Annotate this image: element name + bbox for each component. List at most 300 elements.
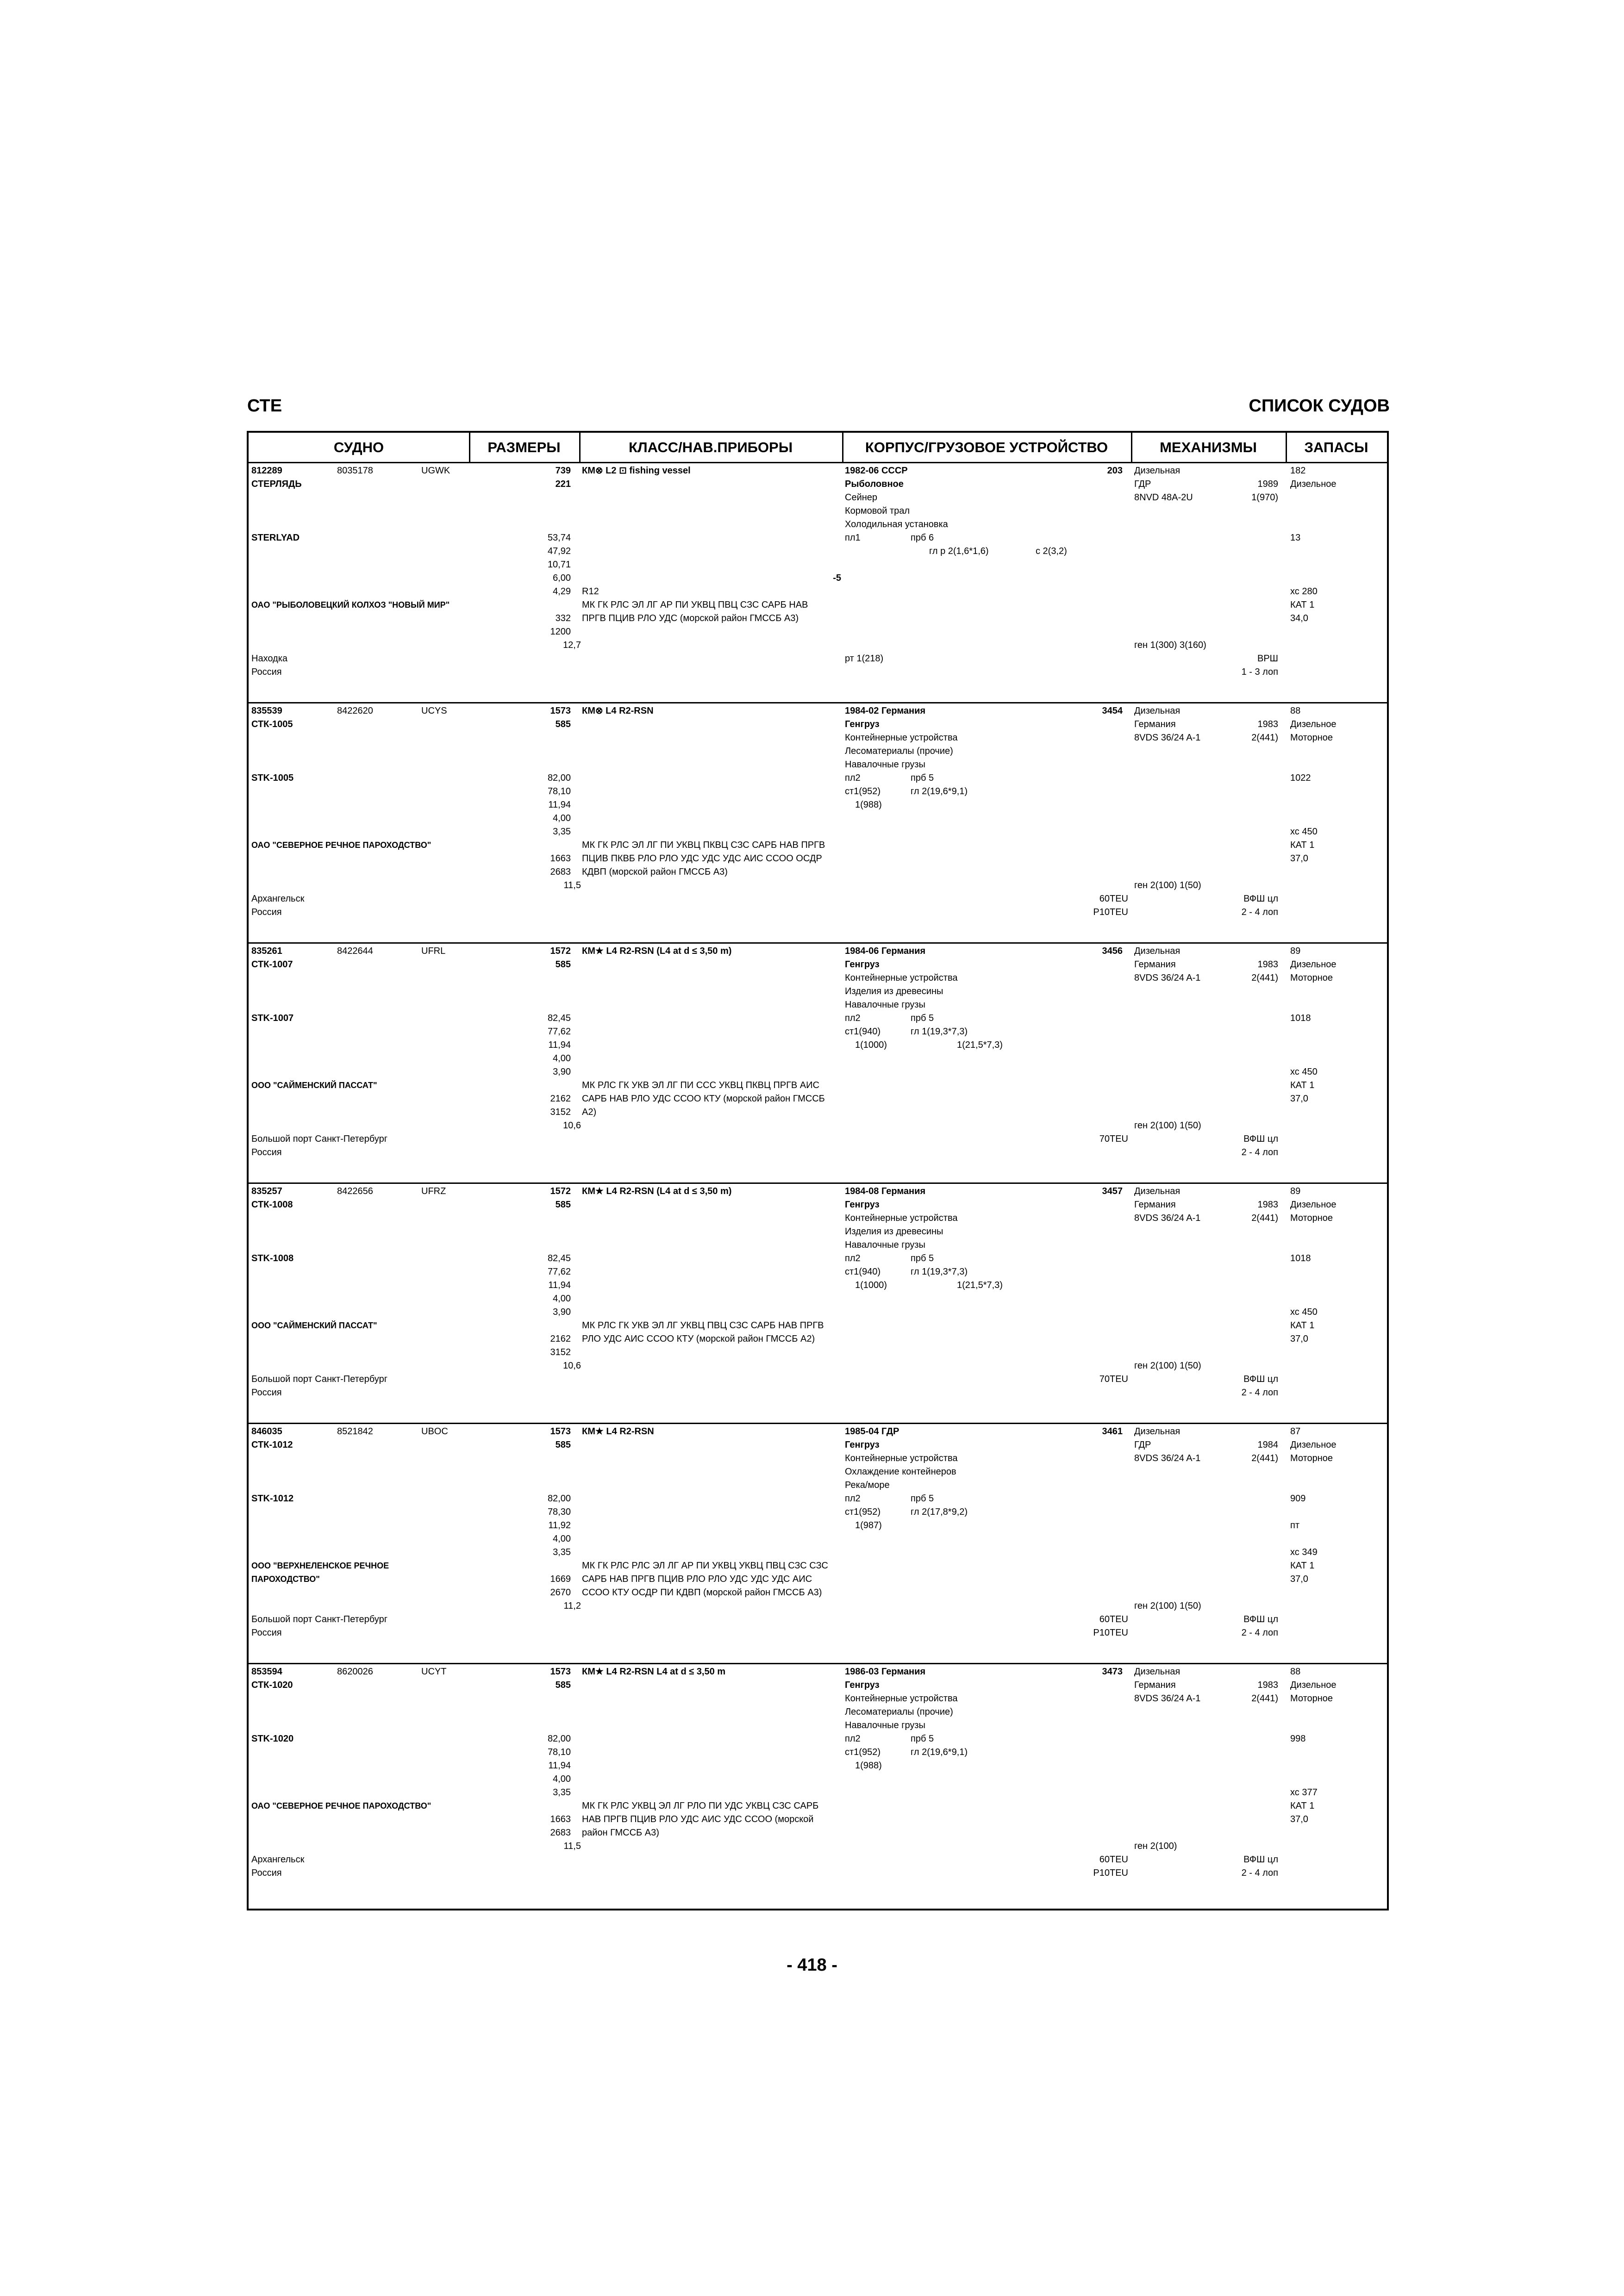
hull-type: Навалочные грузы [845, 759, 925, 770]
dimension-value: 82,00 [547, 1493, 571, 1504]
hatch-size: гл 2(17,8*9,2) [911, 1507, 968, 1517]
dimension-value: 4,00 [553, 1534, 571, 1544]
hull-type: Охлаждение контейнеров [845, 1467, 956, 1477]
owner: ООО "САЙМЕНСКИЙ ПАССАТ" [251, 1321, 377, 1330]
column-divider [1131, 433, 1132, 462]
stores-value: 13 [1290, 533, 1301, 543]
hull-type: Сейнер [845, 492, 878, 503]
bulkheads: прб 5 [911, 1013, 934, 1023]
propeller: ВФШ цл [1243, 1854, 1278, 1865]
dimension-value: 11,94 [548, 1040, 571, 1050]
displacement: 1669 [550, 1574, 571, 1584]
hull-number: 3454 [1102, 706, 1123, 716]
stores-value: 89 [1290, 946, 1301, 956]
hull-type: Контейнерные устройства [845, 1453, 958, 1463]
gross-tonnage: 1573 [550, 706, 571, 716]
dimension-value: 4,00 [553, 1774, 571, 1784]
engine-power: 2(441) [1251, 973, 1278, 983]
stores-value: Дизельное [1290, 1440, 1337, 1450]
stores-value: Дизельное [1290, 1200, 1337, 1210]
hatch-size: 1(988) [855, 1761, 882, 1771]
hatch-size: 1(988) [855, 800, 882, 810]
dimension-value: 3,90 [553, 1067, 571, 1077]
dimension-value: 78,10 [547, 786, 571, 796]
generators: ген 2(100) 1(50) [1134, 1120, 1201, 1131]
dimension-value: 11,92 [548, 1520, 571, 1531]
speed: 10,6 [563, 1120, 581, 1131]
port-of-registry: Большой порт Санкт-Петербург [251, 1374, 388, 1384]
stores-value: 37,0 [1290, 1334, 1308, 1344]
ship-name-latin: STK-1020 [251, 1734, 294, 1744]
column-divider [579, 433, 581, 462]
engine-info: ГДР [1134, 479, 1151, 489]
hull-number: 3456 [1102, 946, 1123, 956]
col-head-sizes: РАЗМЕРЫ [487, 439, 561, 455]
propeller: ВРШ [1257, 653, 1278, 664]
hatch-size: 1(987) [855, 1520, 882, 1531]
col-head-hull: КОРПУС/ГРУЗОВОЕ УСТРОЙСТВО [865, 439, 1108, 455]
engine-year: 1983 [1257, 959, 1278, 970]
bulkheads: прб 6 [911, 533, 934, 543]
container-capacity: 60TEU [1099, 1614, 1128, 1624]
engine-info: Дизельная [1134, 466, 1181, 476]
build-year-country: 1985-04 ГДР [845, 1426, 899, 1437]
ship-name-latin: STK-1007 [251, 1013, 294, 1023]
displacement: 2162 [550, 1334, 571, 1344]
displacement: 332 [555, 613, 571, 623]
hatch-size: гл 2(19,6*9,1) [911, 786, 968, 796]
class-notation: КМ★ L4 R2-RSN (L4 at d ≤ 3,50 m) [582, 946, 732, 956]
call-sign: UCYS [421, 706, 447, 716]
propeller-blades: 2 - 4 лоп [1241, 1388, 1278, 1398]
stores-value: Моторное [1290, 973, 1333, 983]
propeller-blades: 2 - 4 лоп [1241, 1868, 1278, 1878]
hull-type: Генгруз [845, 1680, 880, 1690]
ship-name-latin: STERLYAD [251, 533, 300, 543]
stores-value: КАТ 1 [1290, 1561, 1315, 1571]
speed: 11,5 [563, 1841, 581, 1851]
owner: ОАО "РЫБОЛОВЕЦКИЙ КОЛХОЗ "НОВЫЙ МИР" [251, 600, 450, 610]
hatch-size: ст1(952) [845, 1747, 881, 1757]
engine-info: 8VDS 36/24 A-1 [1134, 973, 1201, 983]
call-sign: UBOC [421, 1426, 448, 1437]
hatch-size: ст1(940) [845, 1027, 881, 1037]
engine-power: 1(970) [1251, 492, 1278, 503]
imo-number: 8521842 [337, 1426, 373, 1437]
column-divider [469, 433, 470, 462]
stores-value: Моторное [1290, 733, 1333, 743]
hull-type: Лесоматериалы (прочие) [845, 746, 953, 756]
dimension-value: 47,92 [547, 546, 571, 556]
stores-value: Моторное [1290, 1693, 1333, 1704]
hull-type: Контейнерные устройства [845, 733, 958, 743]
generators: ген 2(100) 1(50) [1134, 880, 1201, 890]
port-of-registry: Находка [251, 653, 288, 664]
stores-value: хс 349 [1290, 1547, 1318, 1557]
displacement: 1663 [550, 853, 571, 864]
displacement: 1663 [550, 1814, 571, 1824]
engine-info: 8NVD 48A-2U [1134, 492, 1193, 503]
nav-instruments: МК ГК РЛС РЛС ЭЛ ЛГ АР ПИ УКВЦ УКВЦ ПВЦ СЗС СЗС САРБ НАВ ПРГВ ПЦИВ РЛО РЛО УДС УДС УДС АИС ССОО КТУ ОСДР ПИ КДВП (морской район ГМССБ А3) [582, 1561, 828, 1598]
gross-tonnage: 1572 [550, 946, 571, 956]
stores-value: 88 [1290, 706, 1301, 716]
imo-number: 8620026 [337, 1667, 373, 1677]
flag-country: Россия [251, 1388, 282, 1398]
col-head-machinery: МЕХАНИЗМЫ [1160, 439, 1257, 455]
dimension-value: 4,00 [553, 813, 571, 823]
dimension-value: 10,71 [547, 560, 571, 570]
hull-minus: -5 [833, 573, 841, 583]
build-year-country: 1984-06 Германия [845, 946, 926, 956]
hatch-size: 1(21,5*7,3) [957, 1280, 1003, 1290]
container-capacity: 70TEU [1099, 1374, 1128, 1384]
ship-record [249, 944, 1387, 1184]
hull-type: Река/море [845, 1480, 890, 1490]
dimension-value: 53,74 [547, 533, 571, 543]
hull-type: Генгруз [845, 1440, 880, 1450]
net-tonnage: 585 [555, 1440, 571, 1450]
hull-type: Контейнерные устройства [845, 1693, 958, 1704]
net-tonnage: 585 [555, 1200, 571, 1210]
ship-name-latin: STK-1005 [251, 773, 294, 783]
engine-info: Дизельная [1134, 1426, 1181, 1437]
ship-name: СТК-1008 [251, 1200, 293, 1210]
hatch-size: 1(21,5*7,3) [957, 1040, 1003, 1050]
deadweight: 3152 [550, 1347, 571, 1357]
class-notation: КМ★ L4 R2-RSN [582, 1426, 654, 1437]
port-of-registry: Большой порт Санкт-Петербург [251, 1134, 388, 1144]
engine-year: 1989 [1257, 479, 1278, 489]
nav-instruments: МК РЛС ГК УКВ ЭЛ ЛГ УКВЦ ПВЦ СЗС САРБ НАВ ПРГВ РЛО УДС АИС ССОО КТУ (морской район ГМССБ А2) [582, 1320, 824, 1344]
column-divider [842, 433, 843, 462]
build-year-country: 1984-08 Германия [845, 1186, 926, 1196]
engine-info: Германия [1134, 1680, 1176, 1690]
engine-info: Дизельная [1134, 1667, 1181, 1677]
dimension-value: 3,35 [553, 1547, 571, 1557]
stores-value: Моторное [1290, 1453, 1333, 1463]
dimension-value: 78,30 [547, 1507, 571, 1517]
bulkheads: прб 5 [911, 1734, 934, 1744]
nav-instruments: МК РЛС ГК УКВ ЭЛ ЛГ ПИ ССС УКВЦ ПКВЦ ПРГВ АИС САРБ НАВ РЛО УДС ССОО КТУ (морской район ГМССБ А2) [582, 1080, 825, 1117]
ship-name-latin: STK-1012 [251, 1493, 294, 1504]
hatch-size: гл 2(19,6*9,1) [911, 1747, 968, 1757]
ship-record [249, 1184, 1387, 1424]
hull-type: Лесоматериалы (прочие) [845, 1707, 953, 1717]
engine-power: 2(441) [1251, 1453, 1278, 1463]
dimension-value: 6,00 [553, 573, 571, 583]
deadweight: 2683 [550, 867, 571, 877]
class-notation: КМ★ L4 R2-RSN (L4 at d ≤ 3,50 m) [582, 1186, 732, 1196]
hull-type: Генгруз [845, 719, 880, 729]
net-tonnage: 585 [555, 1680, 571, 1690]
decks: пл2 [845, 1734, 861, 1744]
dimension-value: 77,62 [547, 1027, 571, 1037]
propeller-blades: 2 - 4 лоп [1241, 1628, 1278, 1638]
dimension-value: 82,45 [547, 1253, 571, 1263]
stores-value: КАТ 1 [1290, 840, 1315, 850]
hatch-size: 1(1000) [855, 1280, 887, 1290]
dimension-value: 4,29 [553, 586, 571, 597]
dimension-value: 3,35 [553, 827, 571, 837]
stores-value: 1022 [1290, 773, 1311, 783]
hatch-size: гл 1(19,3*7,3) [911, 1267, 968, 1277]
ship-name: СТК-1012 [251, 1440, 293, 1450]
call-sign: UCYT [421, 1667, 447, 1677]
stores-value: 37,0 [1290, 1574, 1308, 1584]
col-head-stores: ЗАПАСЫ [1304, 439, 1368, 455]
bulkheads: прб 5 [911, 773, 934, 783]
hatch-size: 1(1000) [855, 1040, 887, 1050]
stores-value: 88 [1290, 1667, 1301, 1677]
port-of-registry: Архангельск [251, 1854, 305, 1865]
hull-type: Холодильная установка [845, 519, 948, 529]
engine-info: Германия [1134, 959, 1176, 970]
container-capacity: 60TEU [1099, 1854, 1128, 1865]
gross-tonnage: 1573 [550, 1426, 571, 1437]
dimension-value: 78,10 [547, 1747, 571, 1757]
engine-info: Дизельная [1134, 1186, 1181, 1196]
flag-country: Россия [251, 1628, 282, 1638]
propeller-blades: 2 - 4 лоп [1241, 907, 1278, 917]
displacement: 2162 [550, 1094, 571, 1104]
imo-number: 8035178 [337, 466, 373, 476]
ship-name: СТК-1020 [251, 1680, 293, 1690]
container-capacity: 60TEU [1099, 894, 1128, 904]
dimension-value: 4,00 [553, 1053, 571, 1064]
propeller: ВФШ цл [1243, 1134, 1278, 1144]
ship-name: СТЕРЛЯДЬ [251, 479, 302, 489]
stores-value: Дизельное [1290, 719, 1337, 729]
dimension-value: 3,35 [553, 1787, 571, 1798]
reg-number: 835261 [251, 946, 282, 956]
stores-value: 1018 [1290, 1013, 1311, 1023]
hatch-size: ст1(940) [845, 1267, 881, 1277]
engine-year: 1984 [1257, 1440, 1278, 1450]
engine-info: 8VDS 36/24 A-1 [1134, 1693, 1201, 1704]
hull-type: Изделия из древесины [845, 1226, 943, 1237]
speed: 10,6 [563, 1361, 581, 1371]
hatch-size: ст1(952) [845, 1507, 881, 1517]
bulkheads: прб 5 [911, 1493, 934, 1504]
stores-value: Дизельное [1290, 1680, 1337, 1690]
hull-type: Контейнерные устройства [845, 1213, 958, 1223]
reg-number: 846035 [251, 1426, 282, 1437]
hull-number: 3473 [1102, 1667, 1123, 1677]
hull-type: Генгруз [845, 1200, 880, 1210]
stores-value: 37,0 [1290, 853, 1308, 864]
deadweight: 2670 [550, 1587, 571, 1598]
engine-info: 8VDS 36/24 A-1 [1134, 1453, 1201, 1463]
decks: пл1 [845, 533, 861, 543]
nav-instruments: МК ГК РЛС УКВЦ ЭЛ ЛГ РЛО ПИ УДС УКВЦ СЗС САРБ НАВ ПРГВ ПЦИВ РЛО УДС АИС УДС ССОО (морской район ГМССБ А3) [582, 1801, 819, 1838]
engine-year: 1983 [1257, 719, 1278, 729]
dimension-value: 3,90 [553, 1307, 571, 1317]
hull-type: Навалочные грузы [845, 1240, 925, 1250]
owner: ООО "ВЕРХНЕЛЕНСКОЕ РЕЧНОЕ ПАРОХОДСТВО" [251, 1561, 389, 1584]
stores-value: КАТ 1 [1290, 1801, 1315, 1811]
hull-number: 3461 [1102, 1426, 1123, 1437]
ship-record [249, 1664, 1387, 1904]
hull-number: 3457 [1102, 1186, 1123, 1196]
speed: 11,2 [563, 1601, 581, 1611]
decks: пл2 [845, 773, 861, 783]
stores-value: Дизельное [1290, 959, 1337, 970]
dimension-value: 4,00 [553, 1294, 571, 1304]
speed: 11,5 [563, 880, 581, 890]
call-sign: UGWK [421, 466, 450, 476]
propeller-blades: 2 - 4 лоп [1241, 1147, 1278, 1157]
owner: ОАО "СЕВЕРНОЕ РЕЧНОЕ ПАРОХОДСТВО" [251, 1801, 431, 1811]
stores-value: 182 [1290, 466, 1306, 476]
nav-instruments: МК ГК РЛС ЭЛ ЛГ АР ПИ УКВЦ ПВЦ СЗС САРБ НАВ ПРГВ ПЦИВ РЛО УДС (морской район ГМССБ А3) [582, 600, 808, 623]
deadweight: 1200 [550, 627, 571, 637]
ice-notation: R12 [582, 586, 599, 597]
stores-value: 34,0 [1290, 613, 1308, 623]
engine-year: 1983 [1257, 1680, 1278, 1690]
class-notation: КМ⊗ L4 R2-RSN [582, 706, 654, 716]
stores-value: хс 450 [1290, 1067, 1318, 1077]
ship-record [249, 463, 1387, 703]
dimension-value: 11,94 [548, 800, 571, 810]
hatch-size: с 2(3,2) [1036, 546, 1067, 556]
hull-type: Навалочные грузы [845, 1000, 925, 1010]
propeller: ВФШ цл [1243, 1374, 1278, 1384]
build-year-country: 1984-02 Германия [845, 706, 926, 716]
engine-info: Дизельная [1134, 706, 1181, 716]
hull-type: Навалочные грузы [845, 1720, 925, 1730]
gross-tonnage: 739 [555, 466, 571, 476]
container-capacity: P10TEU [1093, 1628, 1128, 1638]
dimension-value: 82,00 [547, 1734, 571, 1744]
class-notation: КМ⊗ L2 ⊡ fishing vessel [582, 466, 691, 476]
imo-number: 8422620 [337, 706, 373, 716]
stores-value: хс 377 [1290, 1787, 1318, 1798]
speed: 12,7 [563, 640, 581, 650]
column-divider [1286, 433, 1287, 462]
stores-value: КАТ 1 [1290, 1080, 1315, 1090]
decks: пл2 [845, 1013, 861, 1023]
hull-type: Контейнерные устройства [845, 973, 958, 983]
stores-value: 37,0 [1290, 1094, 1308, 1104]
engine-power: 2(441) [1251, 733, 1278, 743]
decks: пл2 [845, 1253, 861, 1263]
call-sign: UFRZ [421, 1186, 446, 1196]
reg-number: 835539 [251, 706, 282, 716]
column-header-row [249, 433, 1387, 463]
container-capacity: P10TEU [1093, 1868, 1128, 1878]
dimension-value: 82,45 [547, 1013, 571, 1023]
stores-value: КАТ 1 [1290, 1320, 1315, 1331]
build-year-country: 1982-06 СССР [845, 466, 908, 476]
stores-value: 1018 [1290, 1253, 1311, 1263]
stores-value: 909 [1290, 1493, 1306, 1504]
flag-country: Россия [251, 667, 282, 677]
hatch-size: гл р 2(1,6*1,6) [929, 546, 989, 556]
engine-info: ГДР [1134, 1440, 1151, 1450]
stores-value: 37,0 [1290, 1814, 1308, 1824]
propeller: ВФШ цл [1243, 894, 1278, 904]
ship-record [249, 703, 1387, 944]
stores-value: 89 [1290, 1186, 1301, 1196]
hull-type: Генгруз [845, 959, 880, 970]
generators: ген 2(100) 1(50) [1134, 1361, 1201, 1371]
nav-instruments: МК ГК РЛС ЭЛ ЛГ ПИ УКВЦ ПКВЦ СЗС САРБ НАВ ПРГВ ПЦИВ ПКВБ РЛО РЛО УДС УДС УДС АИС ССОО ОСДР КДВП (морской район ГМССБ А3) [582, 840, 825, 877]
imo-number: 8422644 [337, 946, 373, 956]
generators: ген 1(300) 3(160) [1134, 640, 1206, 650]
ship-list-table [247, 431, 1389, 1910]
deadweight: 2683 [550, 1828, 571, 1838]
owner: ООО "САЙМЕНСКИЙ ПАССАТ" [251, 1081, 377, 1090]
engine-info: 8VDS 36/24 A-1 [1134, 1213, 1201, 1223]
hull-type: Изделия из древесины [845, 986, 943, 996]
ship-name: СТК-1007 [251, 959, 293, 970]
stores-value: Моторное [1290, 1213, 1333, 1223]
running-header-left: СТЕ [247, 396, 282, 416]
engine-power: 2(441) [1251, 1213, 1278, 1223]
stores-value: хс 450 [1290, 827, 1318, 837]
cargo-gear: рт 1(218) [845, 653, 884, 664]
stores-value: хс 450 [1290, 1307, 1318, 1317]
hull-number: 203 [1107, 466, 1123, 476]
container-capacity: 70TEU [1099, 1134, 1128, 1144]
hatch-size: гл 1(19,3*7,3) [911, 1027, 968, 1037]
stores-value: 87 [1290, 1426, 1301, 1437]
engine-power: 2(441) [1251, 1693, 1278, 1704]
reg-number: 853594 [251, 1667, 282, 1677]
ship-name: СТК-1005 [251, 719, 293, 729]
reg-number: 835257 [251, 1186, 282, 1196]
net-tonnage: 585 [555, 719, 571, 729]
dimension-value: 11,94 [548, 1761, 571, 1771]
net-tonnage: 221 [555, 479, 571, 489]
ship-name-latin: STK-1008 [251, 1253, 294, 1263]
engine-info: Германия [1134, 719, 1176, 729]
dimension-value: 11,94 [548, 1280, 571, 1290]
col-head-class: КЛАСС/НАВ.ПРИБОРЫ [628, 439, 793, 455]
dimension-value: 82,00 [547, 773, 571, 783]
flag-country: Россия [251, 1868, 282, 1878]
net-tonnage: 585 [555, 959, 571, 970]
flag-country: Россия [251, 1147, 282, 1157]
page-number: - 418 - [787, 1955, 837, 1975]
container-capacity: P10TEU [1093, 907, 1128, 917]
engine-year: 1983 [1257, 1200, 1278, 1210]
reg-number: 812289 [251, 466, 282, 476]
engine-info: Дизельная [1134, 946, 1181, 956]
gross-tonnage: 1572 [550, 1186, 571, 1196]
stores-value: КАТ 1 [1290, 600, 1315, 610]
flag-country: Россия [251, 907, 282, 917]
stores-value: пт [1290, 1520, 1299, 1531]
stores-value: хс 280 [1290, 586, 1318, 597]
hull-type: Рыболовное [845, 479, 904, 489]
port-of-registry: Архангельск [251, 894, 305, 904]
engine-info: Германия [1134, 1200, 1176, 1210]
propeller-blades: 1 - 3 лоп [1241, 667, 1278, 677]
running-header-right: СПИСОК СУДОВ [1249, 396, 1390, 416]
port-of-registry: Большой порт Санкт-Петербург [251, 1614, 388, 1624]
ship-record [249, 1424, 1387, 1664]
imo-number: 8422656 [337, 1186, 373, 1196]
generators: ген 2(100) 1(50) [1134, 1601, 1201, 1611]
col-head-ship: СУДНО [333, 439, 384, 455]
hull-type: Кормовой трал [845, 506, 910, 516]
stores-value: Дизельное [1290, 479, 1337, 489]
generators: ген 2(100) [1134, 1841, 1177, 1851]
decks: пл2 [845, 1493, 861, 1504]
hatch-size: ст1(952) [845, 786, 881, 796]
bulkheads: прб 5 [911, 1253, 934, 1263]
